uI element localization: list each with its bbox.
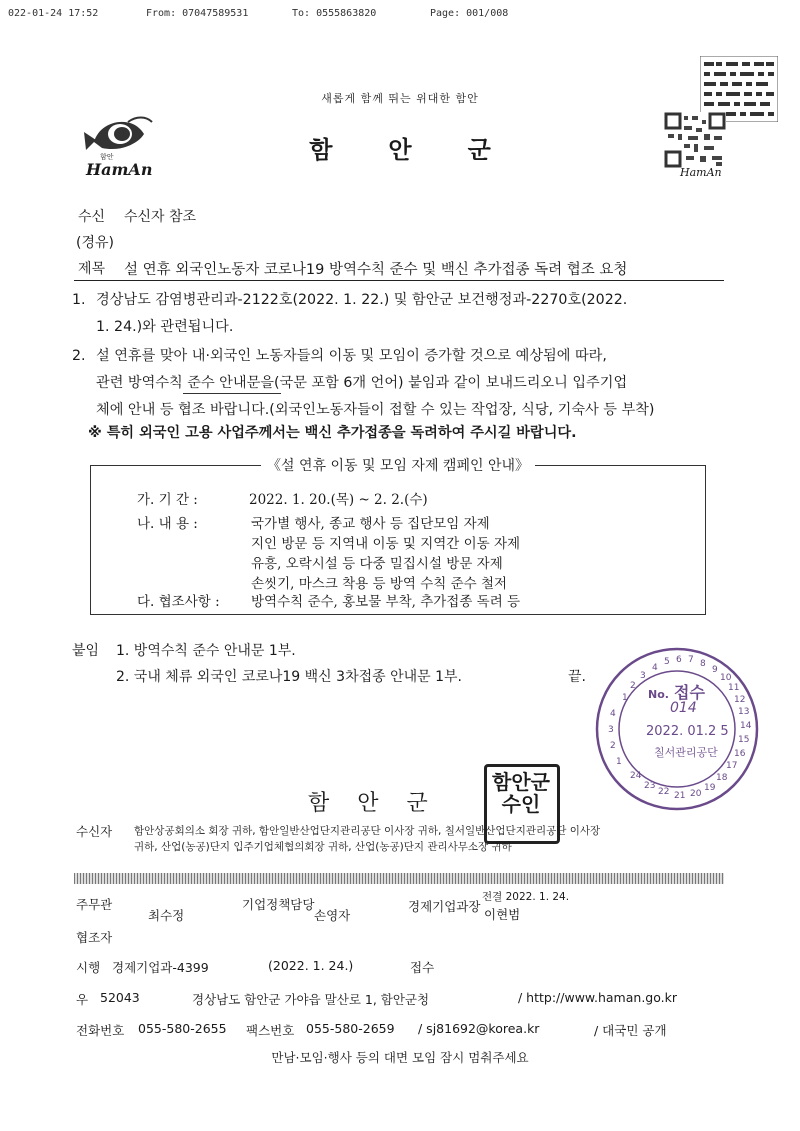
campaign-box-title: 《설 연휴 이동 및 모임 자제 캠페인 안내》 [261, 458, 535, 474]
paragraph-2 [72, 343, 756, 424]
address-text: 경상남도 함안군 가야읍 말산로 1, 함안군청 [192, 992, 430, 1007]
content-line-3: 유흥, 오락시설 등 다중 밀집시설 방문 자제 [251, 556, 503, 572]
svg-text:17: 17 [726, 761, 738, 771]
paragraph-1-number: 1. [72, 292, 86, 308]
org-title: 함안군 [309, 136, 547, 164]
fax-page: Page: 001/008 [430, 8, 509, 19]
svg-text:3: 3 [608, 725, 614, 735]
recipient-value: 수신자 참조 [124, 209, 197, 225]
svg-text:19: 19 [704, 783, 716, 793]
paragraph-1-line1: 경상남도 감염병관리과-2122호(2022. 1. 22.) 및 함안군 보건행정과-2270호(2022. [96, 292, 628, 308]
svg-text:6: 6 [676, 655, 682, 665]
svg-text:22: 22 [658, 787, 670, 797]
content-line-2: 지인 방문 등 지역내 이동 및 지역간 이동 자제 [251, 536, 521, 552]
recipients-line-1: 함안상공회의소 회장 귀하, 함안일반산업단지관리공단 이사장 귀하, 칠서일반산업단지관리공단 이사장 [134, 825, 601, 837]
svg-text:15: 15 [738, 735, 750, 745]
period-value: 2022. 1. 20.(목) ~ 2. 2.(수) [249, 492, 428, 508]
svg-text:21: 21 [674, 791, 686, 801]
subject-label: 제목 [78, 261, 106, 277]
coop-person-label: 협조자 [76, 930, 113, 945]
svg-text:7: 7 [688, 655, 694, 665]
chief-label: 경제기업과장 [408, 899, 481, 914]
svg-text:12: 12 [734, 695, 746, 705]
fax-from: From: 07047589531 [146, 8, 249, 19]
svg-text:2: 2 [630, 681, 636, 691]
recipients-label: 수신자 [76, 824, 113, 839]
svg-text:16: 16 [734, 749, 746, 759]
logo-text: HamAn [86, 160, 153, 179]
fax-datetime: 022-01-24 17:52 [8, 8, 99, 19]
manager-label: 기업정책담당 [242, 897, 315, 912]
fax-to: To: 0555863820 [292, 8, 377, 19]
stamp-received: 접수 [674, 683, 705, 702]
recipients-line-2: 귀하, 산업(농공)단지 입주기업체협의회장 귀하, 산업(농공)단지 관리사무소장 귀하 [134, 841, 512, 853]
svg-text:4: 4 [610, 709, 616, 719]
attachment-end: 끝. [568, 669, 586, 685]
svg-text:10: 10 [720, 673, 732, 683]
official-seal-text: 함안군수인 [492, 770, 550, 816]
officer-name: 최수정 [148, 908, 185, 923]
via-label: (경유) [76, 235, 114, 251]
svg-text:24: 24 [630, 771, 642, 781]
svg-text:11: 11 [728, 683, 740, 693]
tel-label: 전화번호 [76, 1023, 125, 1038]
manager-name: 손영자 [314, 908, 351, 923]
qr-logo-text: HamAn [680, 166, 722, 179]
tel-number: 055-580-2655 [138, 1021, 227, 1036]
svg-text:18: 18 [716, 773, 728, 783]
stamp-no-label: No. [648, 688, 669, 701]
enforcement-date: (2022. 1. 24.) [268, 958, 354, 973]
campaign-box-title-wrap [91, 455, 705, 475]
enforcement-doc-no: 경제기업과-4399 [112, 960, 209, 975]
attachment-label: 붙임 [72, 643, 100, 659]
paragraph-2-line2: 관련 방역수칙 준수 안내문을(국문 포함 6개 언어) 붙임과 같이 보내드리오니 입주기업 [96, 375, 628, 391]
paragraph-1 [72, 287, 756, 341]
coop-value: 방역수칙 준수, 홍보물 부착, 추가접종 독려 등 [251, 594, 521, 610]
slogan: 새롭게 함께 뛰는 위대한 함안 [321, 92, 479, 105]
attachment-item-2: 2. 국내 체류 외국인 코로나19 백신 3차접종 안내문 1부. [116, 669, 462, 685]
svg-text:4: 4 [652, 663, 658, 673]
svg-text:8: 8 [700, 659, 706, 669]
paragraph-1-line2: 1. 24.)와 관련됩니다. [96, 319, 234, 335]
stamp-org: 칠서관리공단 [654, 746, 718, 759]
coop-label: 다. 협조사항 : [137, 594, 220, 610]
public-disclosure: / 대국민 공개 [594, 1023, 667, 1038]
enforcement-label: 시행 [76, 960, 101, 975]
paragraph-2-line1: 설 연휴를 맞아 내·외국인 노동자들의 이동 및 모임이 증가할 것으로 예상됨에 따라, [96, 348, 607, 364]
svg-text:5: 5 [664, 657, 670, 667]
svg-text:1: 1 [622, 693, 628, 703]
period-label: 가. 기 간 : [137, 492, 198, 508]
svg-text:20: 20 [690, 789, 702, 799]
svg-text:1: 1 [616, 757, 622, 767]
subject-divider [74, 280, 724, 281]
zip-code: 52043 [100, 990, 140, 1005]
svg-text:2: 2 [610, 741, 616, 751]
chief-name: 이현범 [484, 907, 521, 922]
logo-small-text: 함안 [100, 153, 114, 161]
final-approval-label: 전결 2022. 1. 24. [482, 891, 570, 903]
svg-text:14: 14 [740, 721, 752, 731]
fax-label: 팩스번호 [246, 1023, 295, 1038]
homepage-link[interactable]: / http://www.haman.go.kr [518, 990, 678, 1005]
content-line-1: 국가별 행사, 종교 행사 등 집단모임 자제 [251, 516, 490, 532]
campaign-box [90, 458, 706, 615]
subject-value: 설 연휴 외국인노동자 코로나19 방역수칙 준수 및 백신 추가접종 독려 협조 요청 [124, 262, 628, 278]
emphasis-note: ※ 특히 외국인 고용 사업주께서는 백신 추가접종을 독려하여 주시길 바랍니다. [88, 425, 577, 441]
receipt-label: 접수 [410, 960, 435, 975]
zip-label: 우 [76, 992, 89, 1007]
svg-text:3: 3 [640, 671, 646, 681]
underline [183, 393, 281, 394]
fax-number: 055-580-2659 [306, 1021, 395, 1036]
officer-label: 주무관 [76, 897, 113, 912]
paragraph-2-number: 2. [72, 348, 86, 364]
email-link[interactable]: / sj81692@korea.kr [418, 1021, 540, 1036]
receipt-stamp [592, 644, 762, 814]
svg-text:23: 23 [644, 781, 656, 791]
paragraph-2-line3: 체에 안내 등 협조 바랍니다.(외국인노동자들이 접할 수 있는 작업장, 식당, 기숙사 등 부착) [96, 402, 655, 418]
content-label: 나. 내 용 : [137, 516, 198, 532]
stamp-number: 014 [670, 700, 697, 716]
footer-slogan: 만남·모임·행사 등의 대면 모임 잠시 멈춰주세요 [271, 1050, 529, 1065]
svg-text:13: 13 [738, 707, 750, 717]
svg-text:9: 9 [712, 665, 718, 675]
recipient-label: 수신 [78, 209, 106, 225]
stamp-date: 2022. 01.2 5 [646, 724, 729, 739]
content-line-4: 손씻기, 마스크 착용 등 방역 수칙 준수 철저 [251, 576, 508, 592]
grey-divider-band [74, 873, 724, 884]
sender-name: 함안군 [308, 791, 456, 816]
attachment-item-1: 1. 방역수칙 준수 안내문 1부. [116, 643, 296, 659]
